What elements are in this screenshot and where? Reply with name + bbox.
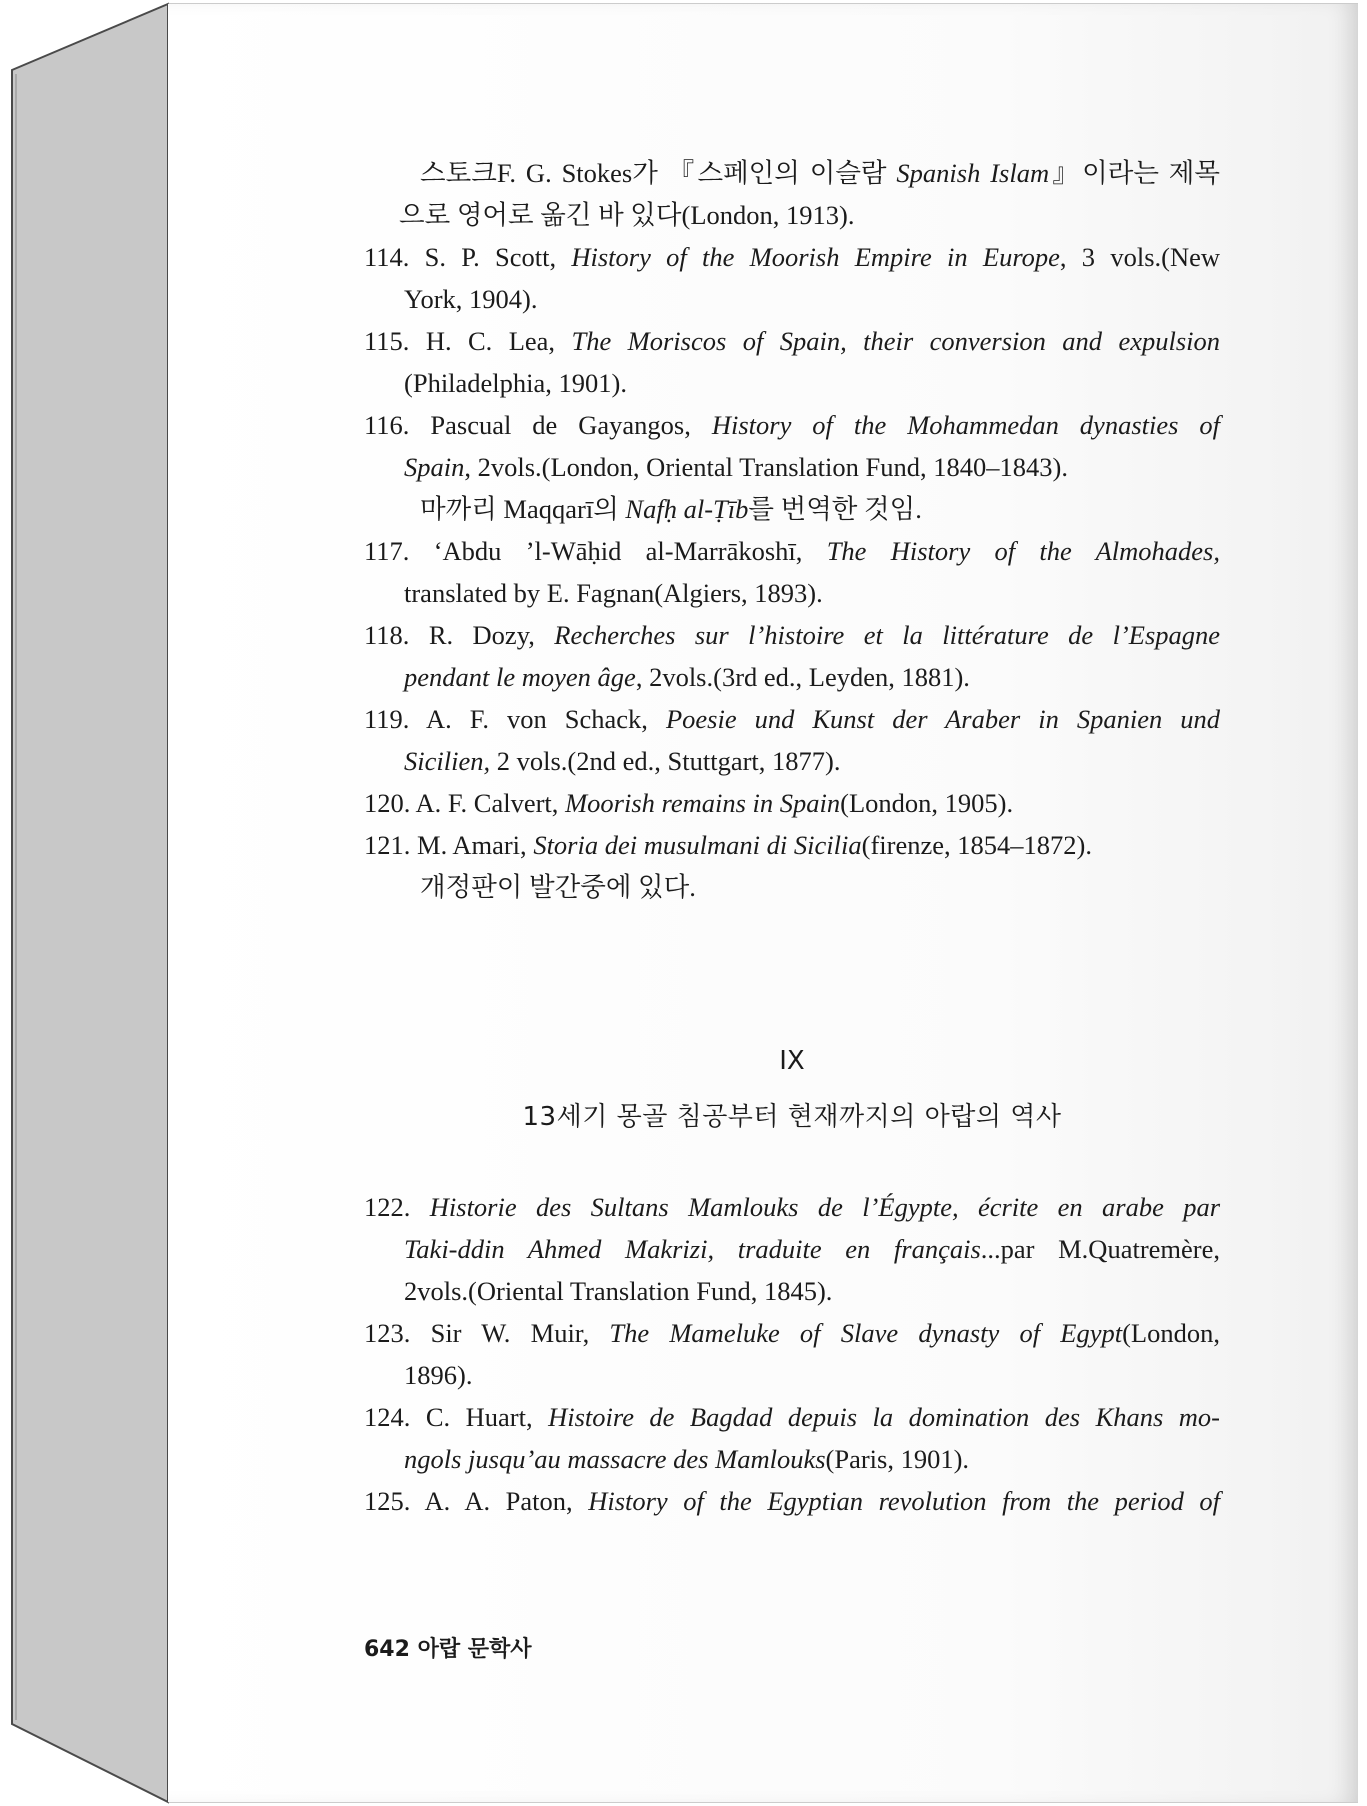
reference-122 [364,1186,1220,1228]
reference-title: The Moriscos of Spain, their conversion and expulsion [571,326,1221,356]
section-numeral: IX [779,1046,805,1076]
reference-number: 125. [364,1486,411,1516]
reference-detail: , 2vols.(3rd ed., Leyden, 1881). [635,662,970,692]
reference-author: ‘Abdu ’l-Wāḥid al-Marrākoshī, [433,536,827,566]
reference-title: The History of the Almohades, [826,536,1220,566]
reference-author: C. Huart, [425,1402,549,1432]
reference-121-note: 개정판이 발간중에 있다. [420,872,696,902]
reference-detail: ...par M.Quatremère, [980,1234,1220,1264]
reference-number: 119. [364,704,410,734]
reference-number: 114. [364,242,410,272]
reference-number: 123. [364,1318,411,1348]
reference-124-line-2 [364,1438,1220,1480]
reference-title-cont: Sicilien, [404,746,491,776]
reference-117-line-2: translated by E. Fagnan(Algiers, 1893). [404,578,823,608]
reference-117 [364,530,1220,572]
reference-number: 116. [364,410,410,440]
reference-number: 124. [364,1402,411,1432]
reference-author: R. Dozy, [428,620,555,650]
reference-115 [364,320,1220,362]
reference-detail: (Paris, 1901). [825,1444,970,1474]
references-list-bottom [364,1186,1220,1522]
reference-title: History of the Egyptian revolution from the period of [588,1486,1220,1516]
reference-123 [364,1312,1220,1354]
continuation-line-1 [364,152,1220,194]
reference-122-line-2 [364,1228,1220,1270]
references-list-top [364,152,1220,908]
reference-detail: (London, 1905). [840,788,1014,818]
reference-detail: , 2vols.(London, Oriental Translation Fund, 1840–1843). [464,452,1068,482]
reference-116 [364,404,1220,446]
reference-119-line-2 [364,740,1220,782]
reference-author: Pascual de Gayangos, [430,410,712,440]
reference-detail: (firenze, 1854–1872). [861,830,1092,860]
note-text-a: 마까리 Maqqarī의 [420,494,626,524]
reference-title: Historie des Sultans Mamlouks de l’Égypte, écrite en arabe par [429,1192,1221,1222]
reference-title-cont: Taki-ddin Ahmed Makrizi, traduite en français [404,1234,981,1264]
reference-number: 115. [364,326,410,356]
reference-123-line-2: 1896). [404,1360,473,1390]
reference-title: Moorish remains in Spain [565,788,841,818]
page-footer: 642 아랍 문학사 [364,1637,532,1662]
section-title: 13세기 몽골 침공부터 현재까지의 아랍의 역사 [522,1102,1062,1132]
reference-detail: 2 vols.(2nd ed., Stuttgart, 1877). [490,746,841,776]
continuation-title: Spanish Islam [896,158,1050,188]
reference-author: Sir W. Muir, [430,1318,610,1348]
reference-title: The Mameluke of Slave dynasty of Egypt [609,1318,1123,1348]
reference-author: A. F. von Schack, [425,704,666,734]
reference-author: H. C. Lea, [425,326,572,356]
reference-title: History of the Mohammedan dynasties of [711,410,1221,440]
reference-title: History of the Moorish Empire in Europe [571,242,1060,272]
reference-118 [364,614,1220,656]
continuation-line-2: 으로 영어로 옮긴 바 있다(London, 1913). [399,200,855,230]
continuation-text-b: 』이라는 제목 [1049,158,1220,188]
reference-120 [364,782,1220,824]
reference-number: 120. [364,788,411,818]
continuation-text-a: F. G. Stokes가 『스페인의 이슬람 [496,158,897,188]
note-text-b: 를 번역한 것임. [748,494,922,524]
reference-author: A. A. Paton, [424,1486,589,1516]
reference-author: M. Amari, [417,830,534,860]
reference-detail: , 3 vols.(New [1059,242,1220,272]
reference-title: Recherches sur l’histoire et la littérature de l’Espagne [554,620,1221,650]
reference-114-line-2: York, 1904). [404,284,538,314]
reference-116-line-2 [364,446,1220,488]
reference-title-cont: ngols jusqu’au massacre des Mamlouks [404,1444,826,1474]
reference-number: 117. [364,536,410,566]
reference-title-cont: pendant le moyen âge [404,662,636,692]
reference-title: Poesie und Kunst der Araber in Spanien und [665,704,1220,734]
reference-title: Histoire de Bagdad depuis la domination des Khans mo- [548,1402,1221,1432]
reference-118-line-2 [364,656,1220,698]
reference-125 [364,1480,1220,1522]
reference-title-cont: Spain [404,452,465,482]
reference-detail: (London, [1122,1318,1220,1348]
reference-author: S. P. Scott, [424,242,572,272]
reference-116-note [364,488,1220,530]
reference-121 [364,824,1220,866]
reference-119 [364,698,1220,740]
reference-124 [364,1396,1220,1438]
reference-122-line-3: 2vols.(Oriental Translation Fund, 1845). [404,1276,833,1306]
reference-115-line-2: (Philadelphia, 1901). [404,368,627,398]
reference-author: A. F. Calvert, [415,788,566,818]
reference-title: Storia dei musulmani di Sicilia [533,830,862,860]
note-title: Nafḥ al-Ṭīb [625,494,749,524]
reference-number: 118. [364,620,410,650]
reference-number: 122. [364,1192,411,1222]
reference-number: 121. [364,830,411,860]
translator-korean-name: 스토크 [420,158,497,188]
reference-114 [364,236,1220,278]
